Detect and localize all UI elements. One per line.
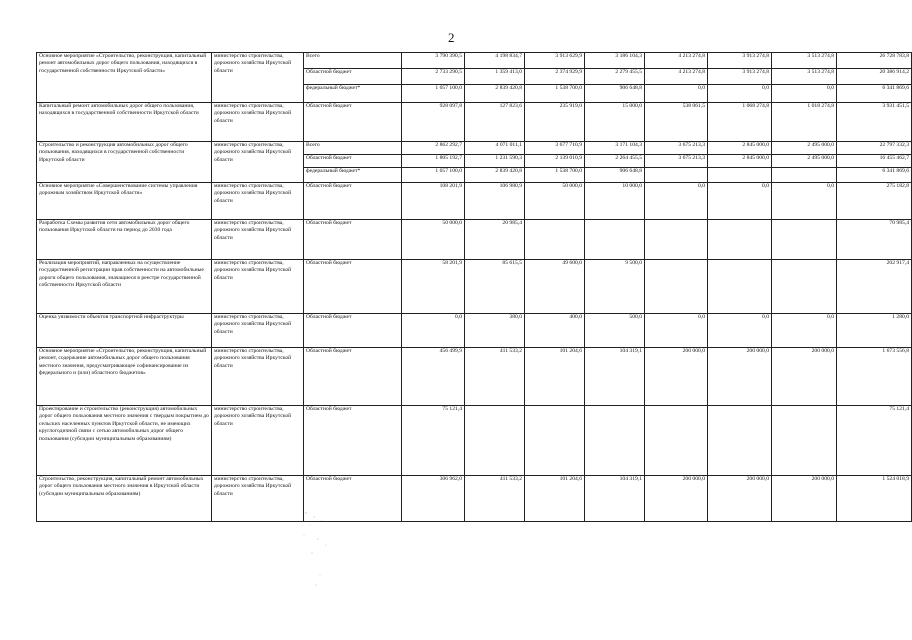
amount-cell: 0,0 [645,183,708,220]
executor: министерство строительства, дорожного хозяйства Иркутской области [212,476,304,522]
amount-cell: 49 600,0 [525,260,585,314]
table-row [37,348,912,406]
amount-cell [708,260,772,314]
funding-source: Областной бюджет [304,260,402,314]
executor: министерство строительства, дорожного хозяйства Иркутской области [212,260,304,314]
total-cell: 1 524 018,9 [837,476,912,522]
measure-name: Разработка Схемы развития сети автомобильных дорог общего пользования Иркутской области на период до 2030 года [37,220,212,260]
measure-name: Оценка уязвимости объектов транспортной инфраструктуры [37,314,212,348]
amount-cell: 2 845 000,0 [708,155,772,168]
amount-cell: 0,0 [772,183,837,220]
amount-cell [645,220,708,260]
amount-cell: 20 985,4 [465,220,525,260]
table-row [37,103,912,142]
funding-source: Областной бюджет [304,69,402,85]
amount-cell [645,406,708,476]
table-row [37,476,912,522]
amount-cell: 101 204,6 [525,348,585,406]
funding-source: федеральный бюджет* [304,168,402,183]
table-row [37,220,912,260]
funding-source: Областной бюджет [304,155,402,168]
amount-cell: 0,0 [402,314,465,348]
executor: министерство строительства, дорожного хозяйства Иркутской области [212,348,304,406]
amount-cell: 928 097,8 [402,103,465,142]
amount-cell: 0,0 [772,85,837,103]
amount-cell: 50 000,0 [525,183,585,220]
amount-cell: 0,0 [708,314,772,348]
funding-source: Областной бюджет [304,183,402,220]
amount-cell: 3 913 274,8 [708,53,772,69]
amount-cell [772,220,837,260]
funding-source: Областной бюджет [304,476,402,522]
amount-cell [645,168,708,183]
amount-cell: 200 000,0 [645,476,708,522]
amount-cell: 456 499,9 [402,348,465,406]
scan-artifact [300,505,360,595]
amount-cell: 2 733 290,5 [402,69,465,85]
amount-cell: 3 790 390,5 [402,53,465,69]
amount-cell: 75 121,4 [402,406,465,476]
table-row [37,183,912,220]
executor: министерство строительства, дорожного хозяйства Иркутской области [212,53,304,103]
amount-cell: 1 057 100,0 [402,85,465,103]
amount-cell [708,168,772,183]
table-row [37,314,912,348]
amount-cell: 2 374 929,9 [525,69,585,85]
amount-cell [525,406,585,476]
amount-cell [465,406,525,476]
total-cell: 70 985,4 [837,220,912,260]
amount-cell: 2 495 000,0 [772,155,837,168]
amount-cell: 1 231 590,3 [465,155,525,168]
amount-cell: 9 500,0 [585,260,645,314]
amount-cell: 3 171 104,3 [585,142,645,155]
amount-cell [708,220,772,260]
amount-cell: 1 538 700,0 [525,168,585,183]
total-cell: 22 797 332,3 [837,142,912,155]
amount-cell: 1 538 700,0 [525,85,585,103]
amount-cell [772,406,837,476]
amount-cell: 1 018 274,8 [772,103,837,142]
amount-cell: 127 823,6 [465,103,525,142]
total-cell: 6 341 869,6 [837,168,912,183]
total-cell: 6 341 869,6 [837,85,912,103]
amount-cell: 2 862 292,7 [402,142,465,155]
amount-cell: 104 319,1 [585,476,645,522]
amount-cell: 85 615,5 [465,260,525,314]
amount-cell: 58 201,9 [402,260,465,314]
amount-cell: 2 839 420,8 [465,85,525,103]
executor: министерство строительства, дорожного хозяйства Иркутской области [212,220,304,260]
amount-cell: 0,0 [772,314,837,348]
amount-cell: 2 264 455,5 [585,155,645,168]
total-cell: 202 917,4 [837,260,912,314]
amount-cell: 4 071 011,1 [465,142,525,155]
amount-cell: 3 513 274,8 [772,69,837,85]
funding-source: Областной бюджет [304,220,402,260]
amount-cell: 50 000,0 [402,220,465,260]
amount-cell: 200 000,0 [645,348,708,406]
amount-cell: 4 213 274,8 [645,53,708,69]
funding-source: Всего [304,53,402,69]
amount-cell [525,220,585,260]
total-cell: 1 673 556,8 [837,348,912,406]
measure-name: Строительство и реконструкция автомобильных дорог общего пользования, находящихся в государственной собственности Иркутской области [37,142,212,183]
amount-cell: 2 279 455,5 [585,69,645,85]
amount-cell: 0,0 [645,85,708,103]
amount-cell: 104 319,1 [585,348,645,406]
executor: министерство строительства, дорожного хозяйства Иркутской области [212,314,304,348]
amount-cell: 3 677 710,9 [525,142,585,155]
measure-name: Основное мероприятие «Совершенствование системы управления дорожным хозяйством Иркутской области» [37,183,212,220]
amount-cell: 306 962,0 [402,476,465,522]
amount-cell: 200 000,0 [772,476,837,522]
executor: министерство строительства, дорожного хозяйства Иркутской области [212,142,304,183]
amount-cell: 200 000,0 [708,476,772,522]
amount-cell: 15 000,0 [585,103,645,142]
amount-cell: 3 675 213,3 [645,155,708,168]
total-cell: 20 386 914,2 [837,69,912,85]
amount-cell: 538 061,5 [645,103,708,142]
amount-cell [708,406,772,476]
amount-cell [585,220,645,260]
total-cell: 3 931 451,5 [837,103,912,142]
table-row [37,142,912,155]
executor: министерство строительства, дорожного хозяйства Иркутской области [212,103,304,142]
measure-name: Строительство, реконструкция, капитальный ремонт автомобильных дорог общего пользования местного значения в Иркутской области (субсидии муниципальным образованиям) [37,476,212,522]
funding-source: Всего [304,142,402,155]
amount-cell: 380,0 [465,314,525,348]
funding-source: Областной бюджет [304,348,402,406]
amount-cell: 411 533,2 [465,476,525,522]
amount-cell: 411 533,2 [465,348,525,406]
measure-name: Капитальный ремонт автомобильных дорог общего пользования, находящихся в государственной собственности Иркутской области [37,103,212,142]
amount-cell: 2 839 420,8 [465,168,525,183]
amount-cell: 906 648,8 [585,168,645,183]
funding-table-body [37,53,912,522]
total-cell: 26 728 783,8 [837,53,912,69]
amount-cell: 235 919,0 [525,103,585,142]
amount-cell: 3 675 213,3 [645,142,708,155]
amount-cell: 1 359 413,0 [465,69,525,85]
amount-cell: 101 204,6 [525,476,585,522]
funding-source: Областной бюджет [304,103,402,142]
executor: министерство строительства, дорожного хозяйства Иркутской области [212,183,304,220]
amount-cell [772,260,837,314]
funding-table [36,52,912,522]
amount-cell: 0,0 [708,183,772,220]
amount-cell [585,406,645,476]
table-row [37,53,912,69]
amount-cell: 2 845 000,0 [708,142,772,155]
amount-cell: 108 201,9 [402,183,465,220]
measure-name: Реализация мероприятий, направленных на осуществление государственной регистрации прав собственности на автомобильные дороги общего пользования, значащиеся в реестре государственной собственности Иркутской области [37,260,212,314]
amount-cell [772,168,837,183]
amount-cell: 906 648,8 [585,85,645,103]
amount-cell: 0,0 [708,85,772,103]
amount-cell: 400,0 [525,314,585,348]
funding-source: федеральный бюджет* [304,85,402,103]
amount-cell: 3 913 629,9 [525,53,585,69]
executor: министерство строительства, дорожного хозяйства Иркутской области [212,406,304,476]
amount-cell: 10 000,0 [585,183,645,220]
amount-cell [645,260,708,314]
measure-name: Основное мероприятие «Строительство, реконструкция, капитальный ремонт автомобильных дорог общего пользования, находящихся в государственной собственности Иркутской области» [37,53,212,103]
total-cell: 275 182,8 [837,183,912,220]
total-cell: 1 280,0 [837,314,912,348]
total-cell: 75 121,4 [837,406,912,476]
amount-cell: 106 980,9 [465,183,525,220]
amount-cell: 200 000,0 [708,348,772,406]
amount-cell: 3 186 104,3 [585,53,645,69]
amount-cell: 4 198 834,7 [465,53,525,69]
amount-cell: 2 139 010,9 [525,155,585,168]
measure-name: Основное мероприятие «Строительство, реконструкция, капитальный ремонт, содержание автомобильных дорог общего пользования местного значения, предусматривающее софинансирование из федерального и (или) областного бюджетов» [37,348,212,406]
amount-cell: 3 513 274,8 [772,53,837,69]
amount-cell: 0,0 [645,314,708,348]
total-cell: 16 455 462,7 [837,155,912,168]
amount-cell: 4 213 274,8 [645,69,708,85]
amount-cell: 3 913 274,8 [708,69,772,85]
amount-cell: 500,0 [585,314,645,348]
page-number: 2 [448,30,455,45]
table-row [37,406,912,476]
amount-cell: 1 805 192,7 [402,155,465,168]
funding-source: Областной бюджет [304,314,402,348]
amount-cell: 2 495 000,0 [772,142,837,155]
funding-source: Областной бюджет [304,406,402,476]
table-row [37,260,912,314]
measure-name: Проектирование и строительство (реконструкция) автомобильных дорог общего пользования местного значения с твердым покрытием до сельских населенных пунктов Иркутской области, не имеющих круглогодичной связи с сетью автомобильных дорог общего пользования (субсидии муниципальным образованиям) [37,406,212,476]
amount-cell: 200 000,0 [772,348,837,406]
amount-cell: 1 068 274,8 [708,103,772,142]
amount-cell: 1 057 100,0 [402,168,465,183]
